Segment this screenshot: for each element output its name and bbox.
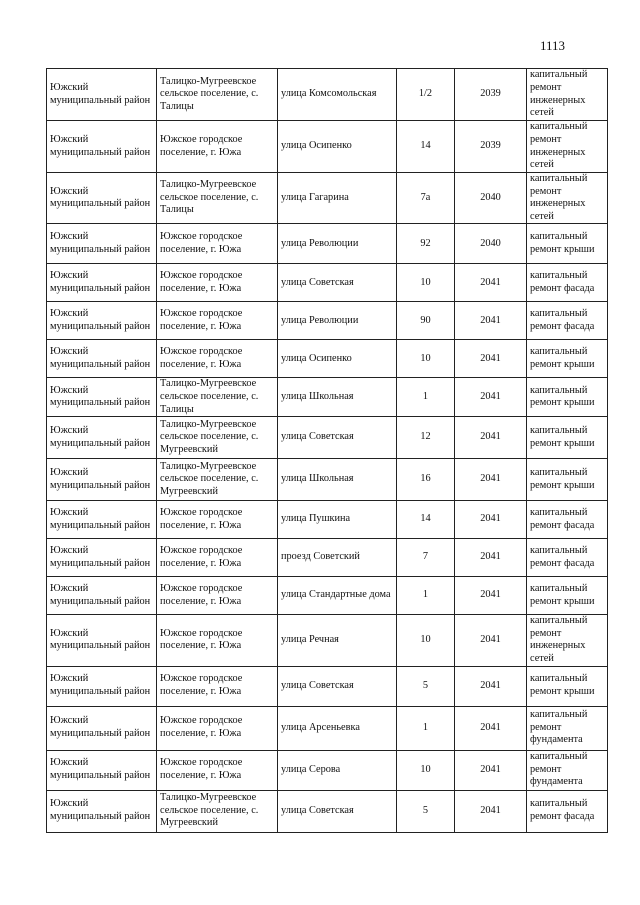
cell-district: Южский муниципальный район: [47, 750, 157, 790]
cell-year: 2041: [455, 666, 527, 706]
cell-street: улица Советская: [278, 790, 397, 832]
cell-house: 10: [397, 750, 455, 790]
table-row: [47, 790, 608, 832]
cell-house: 14: [397, 121, 455, 173]
cell-settlement: Южское городское поселение, г. Южа: [157, 539, 278, 577]
table-row: [47, 750, 608, 790]
cell-settlement: Южское городское поселение, г. Южа: [157, 224, 278, 264]
cell-street: улица Школьная: [278, 459, 397, 501]
cell-house: 14: [397, 501, 455, 539]
cell-street: улица Осипенко: [278, 340, 397, 378]
cell-house: 5: [397, 666, 455, 706]
cell-year: 2041: [455, 615, 527, 666]
cell-house: 1: [397, 577, 455, 615]
cell-district: Южский муниципальный район: [47, 224, 157, 264]
table-row: [47, 224, 608, 264]
cell-house: 10: [397, 615, 455, 666]
cell-settlement: Южское городское поселение, г. Южа: [157, 666, 278, 706]
table-row: [47, 706, 608, 750]
cell-street: улица Речная: [278, 615, 397, 666]
cell-house: 90: [397, 302, 455, 340]
cell-work: капитальный ремонт фасада: [527, 501, 608, 539]
cell-settlement: Южское городское поселение, г. Южа: [157, 706, 278, 750]
cell-year: 2041: [455, 539, 527, 577]
cell-street: улица Школьная: [278, 378, 397, 417]
cell-work: капитальный ремонт крыши: [527, 224, 608, 264]
cell-settlement: Талицко-Мугреевское сельское поселение, с. Мугреевский: [157, 417, 278, 459]
cell-settlement: Южское городское поселение, г. Южа: [157, 615, 278, 666]
table-row: [47, 501, 608, 539]
cell-district: Южский муниципальный район: [47, 264, 157, 302]
cell-work: капитальный ремонт инженерных сетей: [527, 615, 608, 666]
cell-settlement: Южское городское поселение, г. Южа: [157, 577, 278, 615]
repair-schedule-table: [46, 68, 608, 833]
cell-house: 92: [397, 224, 455, 264]
cell-work: капитальный ремонт инженерных сетей: [527, 173, 608, 224]
cell-house: 12: [397, 417, 455, 459]
cell-district: Южский муниципальный район: [47, 501, 157, 539]
cell-year: 2041: [455, 378, 527, 417]
cell-settlement: Южское городское поселение, г. Южа: [157, 121, 278, 173]
table-row: [47, 577, 608, 615]
table-row: [47, 302, 608, 340]
cell-house: 7: [397, 539, 455, 577]
cell-district: Южский муниципальный район: [47, 577, 157, 615]
cell-house: 10: [397, 264, 455, 302]
cell-work: капитальный ремонт крыши: [527, 666, 608, 706]
cell-settlement: Талицко-Мугреевское сельское поселение, с. Мугреевский: [157, 790, 278, 832]
cell-district: Южский муниципальный район: [47, 417, 157, 459]
cell-district: Южский муниципальный район: [47, 539, 157, 577]
cell-work: капитальный ремонт крыши: [527, 378, 608, 417]
cell-district: Южский муниципальный район: [47, 790, 157, 832]
cell-district: Южский муниципальный район: [47, 666, 157, 706]
cell-work: капитальный ремонт крыши: [527, 459, 608, 501]
cell-street: проезд Советский: [278, 539, 397, 577]
table-row: [47, 459, 608, 501]
cell-district: Южский муниципальный район: [47, 173, 157, 224]
cell-settlement: Южское городское поселение, г. Южа: [157, 302, 278, 340]
cell-year: 2041: [455, 459, 527, 501]
cell-street: улица Советская: [278, 666, 397, 706]
cell-year: 2041: [455, 417, 527, 459]
cell-street: улица Стандартные дома: [278, 577, 397, 615]
page-number: 1113: [540, 38, 566, 53]
cell-settlement: Южское городское поселение, г. Южа: [157, 264, 278, 302]
cell-work: капитальный ремонт крыши: [527, 577, 608, 615]
cell-settlement: Южское городское поселение, г. Южа: [157, 501, 278, 539]
cell-work: капитальный ремонт крыши: [527, 340, 608, 378]
cell-year: 2041: [455, 264, 527, 302]
cell-year: 2041: [455, 302, 527, 340]
cell-year: 2041: [455, 501, 527, 539]
cell-work: капитальный ремонт крыши: [527, 417, 608, 459]
table-row: [47, 615, 608, 666]
cell-house: 1: [397, 706, 455, 750]
cell-house: 5: [397, 790, 455, 832]
cell-street: улица Советская: [278, 264, 397, 302]
table-row: [47, 539, 608, 577]
cell-year: 2041: [455, 577, 527, 615]
table-row: [47, 121, 608, 173]
cell-district: Южский муниципальный район: [47, 459, 157, 501]
cell-street: улица Серова: [278, 750, 397, 790]
cell-work: капитальный ремонт фундамента: [527, 750, 608, 790]
cell-settlement: Талицко-Мугреевское сельское поселение, с. Талицы: [157, 378, 278, 417]
cell-house: 10: [397, 340, 455, 378]
cell-year: 2040: [455, 224, 527, 264]
cell-district: Южский муниципальный район: [47, 69, 157, 121]
cell-street: улица Комсомольская: [278, 69, 397, 121]
cell-work: капитальный ремонт фасада: [527, 302, 608, 340]
cell-year: 2039: [455, 69, 527, 121]
cell-work: капитальный ремонт фасада: [527, 790, 608, 832]
cell-settlement: Южское городское поселение, г. Южа: [157, 750, 278, 790]
cell-street: улица Осипенко: [278, 121, 397, 173]
cell-street: улица Арсеньевка: [278, 706, 397, 750]
cell-house: 7а: [397, 173, 455, 224]
cell-work: капитальный ремонт фундамента: [527, 706, 608, 750]
cell-street: улица Советская: [278, 417, 397, 459]
cell-settlement: Талицко-Мугреевское сельское поселение, с. Мугреевский: [157, 459, 278, 501]
cell-house: 1/2: [397, 69, 455, 121]
table-row: [47, 173, 608, 224]
table-row: [47, 340, 608, 378]
cell-settlement: Талицко-Мугреевское сельское поселение, с. Талицы: [157, 173, 278, 224]
cell-work: капитальный ремонт инженерных сетей: [527, 121, 608, 173]
cell-settlement: Талицко-Мугреевское сельское поселение, с. Талицы: [157, 69, 278, 121]
cell-district: Южский муниципальный район: [47, 340, 157, 378]
cell-district: Южский муниципальный район: [47, 615, 157, 666]
cell-district: Южский муниципальный район: [47, 378, 157, 417]
cell-year: 2041: [455, 750, 527, 790]
cell-year: 2041: [455, 790, 527, 832]
cell-street: улица Пушкина: [278, 501, 397, 539]
cell-year: 2040: [455, 173, 527, 224]
table-body: [47, 69, 608, 833]
table-row: [47, 264, 608, 302]
cell-district: Южский муниципальный район: [47, 706, 157, 750]
cell-district: Южский муниципальный район: [47, 121, 157, 173]
table-row: [47, 378, 608, 417]
cell-street: улица Гагарина: [278, 173, 397, 224]
cell-work: капитальный ремонт фасада: [527, 264, 608, 302]
cell-street: улица Революции: [278, 302, 397, 340]
cell-work: капитальный ремонт фасада: [527, 539, 608, 577]
table-row: [47, 666, 608, 706]
cell-house: 16: [397, 459, 455, 501]
cell-house: 1: [397, 378, 455, 417]
cell-street: улица Революции: [278, 224, 397, 264]
cell-year: 2039: [455, 121, 527, 173]
table-row: [47, 69, 608, 121]
cell-year: 2041: [455, 706, 527, 750]
table-row: [47, 417, 608, 459]
cell-year: 2041: [455, 340, 527, 378]
cell-work: капитальный ремонт инженерных сетей: [527, 69, 608, 121]
cell-settlement: Южское городское поселение, г. Южа: [157, 340, 278, 378]
cell-district: Южский муниципальный район: [47, 302, 157, 340]
